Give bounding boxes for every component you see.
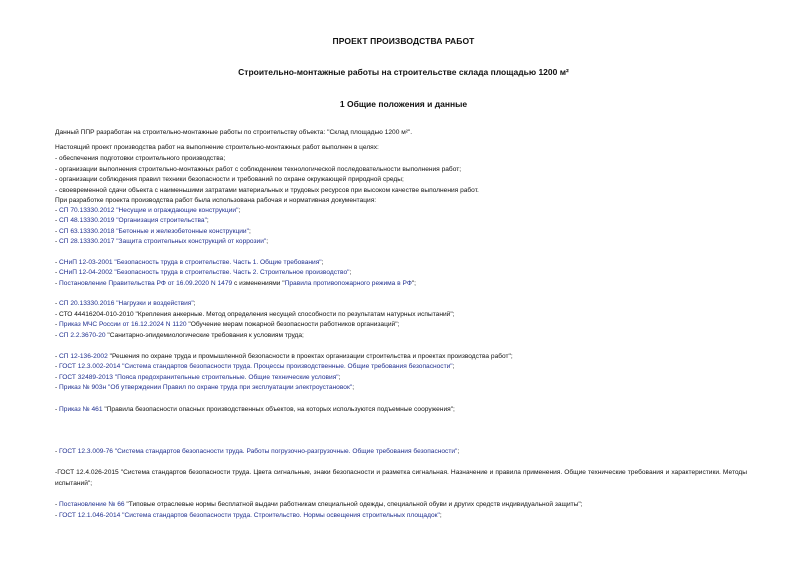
reference-link[interactable]: Постановление Правительства РФ от 16.09.2020 N 1479	[59, 280, 233, 287]
reference-item: - СП 20.13330.2016 "Нагрузки и воздействия";	[55, 300, 196, 307]
reference-item: - ГОСТ 12.1.046-2014 "Система стандартов безопасности труда. Строительство. Нормы освещения строительных площадок";	[55, 512, 442, 519]
reference-link[interactable]: СП 12-136-2002	[59, 353, 108, 360]
reference-link[interactable]: СП 70.13330.2012 "Несущие и ограждающие конструкции"	[59, 207, 239, 214]
intro-line: Данный ППР разработан на строительно-монтажные работы по строительству объекта: "Склад площадью 1200 м²".	[55, 129, 413, 136]
reference-link[interactable]: СП 20.13330.2016 "Нагрузки и воздействия"	[59, 300, 194, 307]
reference-link[interactable]: Приказ № 903н "Об утверждении Правил по охране труда при эксплуатации электроустановок"	[59, 384, 353, 391]
reference-item: -ГОСТ 12.4.026-2015 "Система стандартов безопасности труда. Цвета сигнальные, знаки безопасности и разметка сигнальная. Назначение и правила применения. Общие технические требования и характеристики. Методы испытаний";	[55, 469, 747, 487]
reference-item: - СП 63.13330.2018 "Бетонные и железобетонные конструкции";	[55, 228, 251, 235]
reference-link[interactable]: СНиП 12-03-2001 "Безопасность труда в строительстве. Часть 1. Общие требования"	[59, 259, 322, 266]
reference-item: - ГОСТ 12.3.002-2014 "Система стандартов безопасности труда. Процессы производственные. Общие требования безопасности";	[55, 363, 455, 370]
goal-item: - организации соблюдения правил техники безопасности и требований по охране окружающей природной среды;	[55, 176, 404, 183]
reference-link[interactable]: ГОСТ 12.3.009-76 "Система стандартов безопасности труда. Работы погрузочно-разгрузочные. Общие требования безопасности"	[59, 448, 458, 455]
goal-item: - своевременной сдачи объекта с наименьшими затратами материальных и трудовых ресурсов при высоком качестве выполнения работ.	[55, 187, 479, 194]
reference-link[interactable]: ГОСТ 32489-2013 "Пояса предохранительные строительные. Общие технические условия"	[59, 374, 339, 381]
reference-item: - Приказ № 461 "Правила безопасности опасных производственных объектов, на которых используются подъемные сооружения";	[55, 406, 455, 413]
reference-item: - ГОСТ 32489-2013 "Пояса предохранительные строительные. Общие технические условия";	[55, 374, 341, 381]
reference-link[interactable]: Постановление № 66	[59, 501, 125, 508]
docs-intro: При разработке проекта производства работ была использована рабочая и нормативная документация:	[55, 197, 377, 204]
reference-link[interactable]: СНиП 12-04-2002 "Безопасность труда в строительстве. Часть 2. Строительное производство"	[59, 269, 350, 276]
reference-link[interactable]: Приказ МЧС России от 16.12.2024 N 1120	[59, 321, 187, 328]
reference-item: - СНиП 12-04-2002 "Безопасность труда в строительстве. Часть 2. Строительное производство";	[55, 269, 352, 276]
intro-line: Настоящий проект производства работ на выполнение строительно-монтажных работ выполнен в целях:	[55, 144, 379, 151]
reference-link[interactable]: СП 28.13330.2017 "Защита строительных конструкций от коррозии"	[59, 238, 267, 245]
reference-item: - СП 2.2.3670-20 "Санитарно-эпидемиологические требования к условиям труда;	[55, 332, 304, 339]
reference-item: - Приказ МЧС России от 16.12.2024 N 1120 "Обучение мерам пожарной безопасности работников организаций";	[55, 321, 400, 328]
reference-item: - Постановление № 66 "Типовые отраслевые нормы бесплатной выдачи работникам специальной одежды, специальной обуви и других средств индивидуальной защиты";	[55, 501, 583, 508]
reference-item: - СП 70.13330.2012 "Несущие и ограждающие конструкции";	[55, 207, 241, 214]
reference-link[interactable]: ГОСТ 12.3.002-2014 "Система стандартов безопасности труда. Процессы производственные. Общие требования безопасности"	[59, 363, 453, 370]
reference-link[interactable]: СП 48.13330.2019 "Организация строительства"	[59, 217, 207, 224]
reference-link[interactable]: ГОСТ 12.4.026-2015 "Система стандартов безопасности труда. Цвета сигнальные, знаки безопасности и разметка сигнальная. Назначение и правила применения. Общие технические требования и характеристики. Методы испытаний"	[55, 469, 747, 487]
goal-item: - обеспечения подготовки строительного производства;	[55, 155, 226, 162]
reference-item: - СП 48.13330.2019 "Организация строительства";	[55, 217, 209, 224]
reference-item: - СТО 44416204-010-2010 "Крепления анкерные. Метод определения несущей способности по результатам натурных испытаний";	[55, 311, 455, 318]
document-title: ПРОЕКТ ПРОИЗВОДСТВА РАБОТ	[332, 36, 475, 46]
reference-link[interactable]: СП 63.13330.2018 "Бетонные и железобетонные конструкции"	[59, 228, 249, 235]
reference-item: - Приказ № 903н "Об утверждении Правил по охране труда при эксплуатации электроустановок";	[55, 384, 355, 391]
reference-item: - ГОСТ 12.3.009-76 "Система стандартов безопасности труда. Работы погрузочно-разгрузочные. Общие требования безопасности";	[55, 448, 460, 455]
reference-link[interactable]: ГОСТ 12.1.046-2014 "Система стандартов безопасности труда. Строительство. Нормы освещения строительных площадок"	[59, 512, 440, 519]
section-title: 1 Общие положения и данные	[339, 99, 468, 109]
reference-item: - СП 28.13330.2017 "Защита строительных конструкций от коррозии";	[55, 238, 269, 245]
reference-item: - СП 12-136-2002 "Решения по охране труда и промышленной безопасности в проектах организации строительства и проектах производства работ";	[55, 353, 513, 360]
reference-link[interactable]: Правила противопожарного режима в РФ	[284, 280, 412, 287]
reference-link[interactable]: Приказ № 461	[59, 406, 103, 413]
document-subtitle: Строительно-монтажные работы на строительстве склада площадью 1200 м²	[238, 67, 569, 77]
goal-item: - организации выполнения строительно-монтажных работ с соблюдением технологической последовательности выполнения работ;	[55, 166, 462, 173]
reference-link[interactable]: СП 2.2.3670-20	[59, 332, 106, 339]
reference-item: - СНиП 12-03-2001 "Безопасность труда в строительстве. Часть 1. Общие требования";	[55, 259, 324, 266]
reference-item: - Постановление Правительства РФ от 16.09.2020 N 1479 с изменениями "Правила противопожарного режима в РФ";	[55, 280, 417, 287]
